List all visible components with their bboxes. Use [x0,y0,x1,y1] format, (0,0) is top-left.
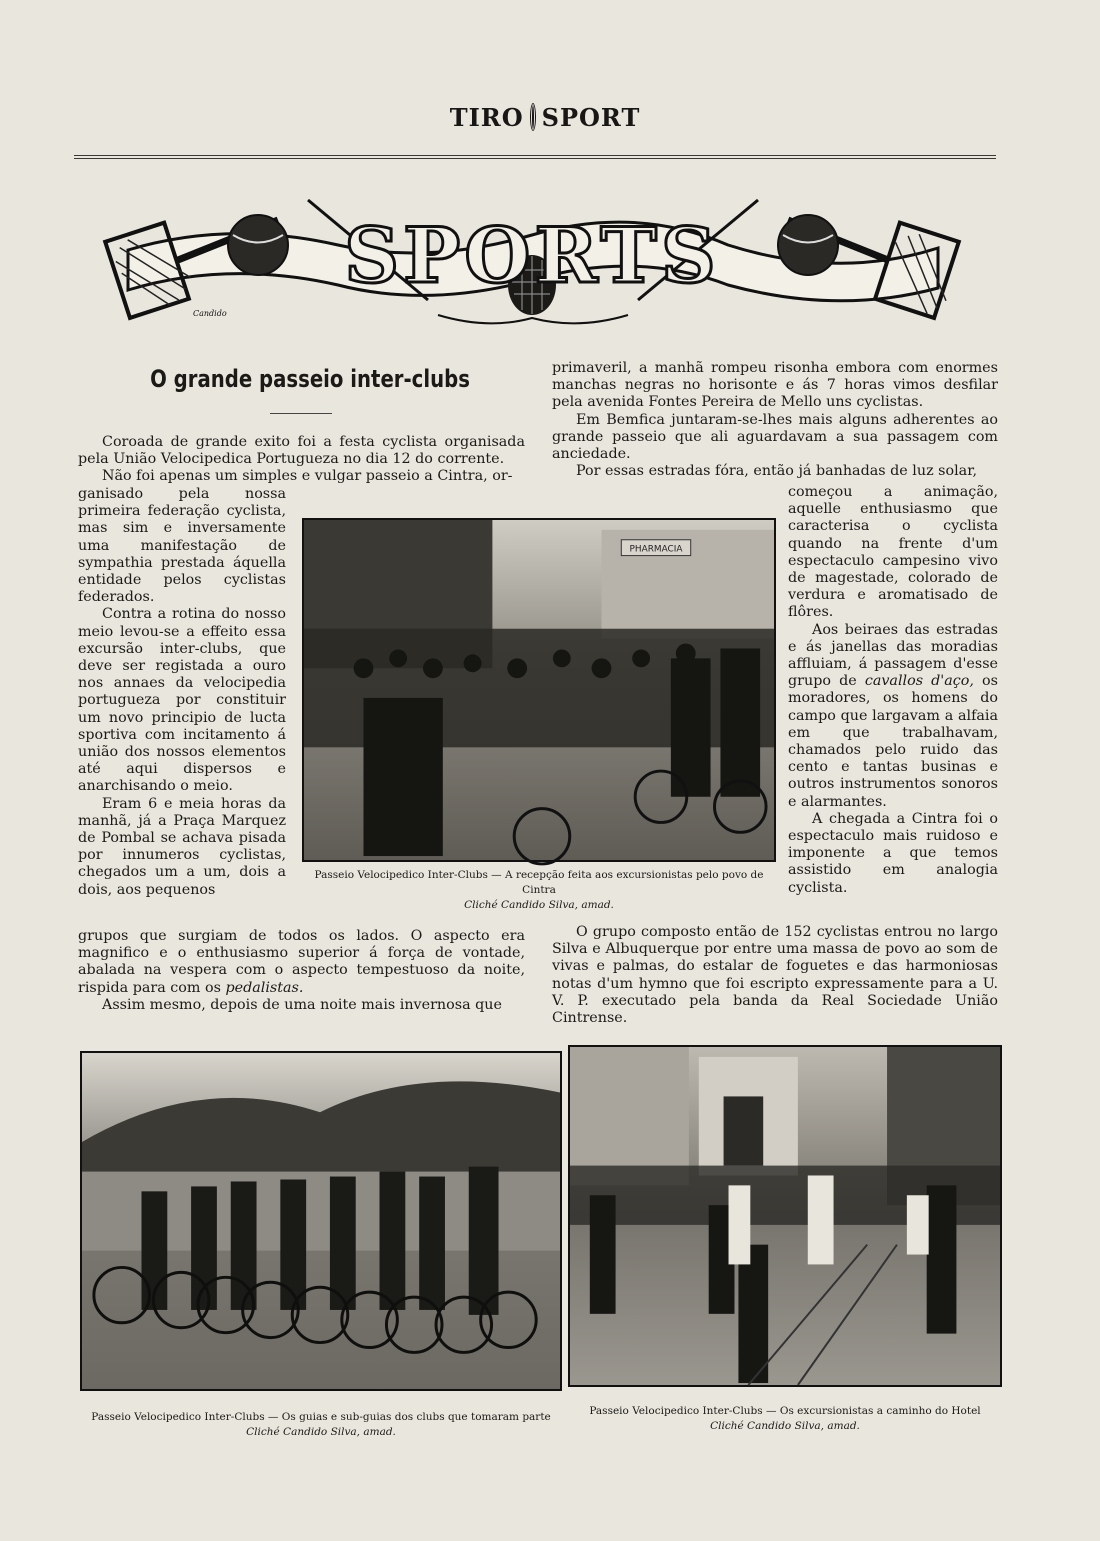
paragraph-3: Contra a rotina do nosso meio levou-se a effeito essa excursão inter-clubs, que deve ser registada a ouro nos annaes da velocipedia portugueza por constituir um novo principio de lucta sportiva com incitamento á união dos nossos elementos até aqui dispersos e anarchisando o meio. [78,606,286,795]
text-block-right-bottom [552,924,998,1027]
paragraph-1: Coroada de grande exito foi a festa cyclista organisada pela União Velocipedica Portugueza no dia 12 do corrente. [78,434,525,468]
paragraph-11: O grupo composto então de 152 cyclistas entrou no largo Silva e Albuquerque por entre uma massa de povo ao som de vivas e palmas, do estalar de foguetes e das harmoniosas notas d'um hymno que foi escripto expressamente para a U. V. P. executado pela banda da Real Sociedade União Cintrense. [552,924,998,1027]
caption-center-credit: Cliché Candido Silva, amad. [464,899,614,911]
right-ball-icon [778,215,838,275]
sports-banner [108,190,956,330]
left-ball-icon [228,215,288,275]
banner-word: SPORTS [344,211,720,300]
cavallos-daco-phrase: cavallos d'aço, [864,673,974,690]
masthead-right-word: SPORT [541,102,641,132]
paragraph-6: primaveril, a manhã rompeu risonha embora com enormes manchas negras no horisonte e ás 7 horas vimos desfilar pela avenida Fontes Pereira de Mello uns cyclistas. [552,360,998,411]
text-block-left-narrow [78,486,286,928]
caption-center-photo [302,868,776,913]
paragraph-8-cont: começou a animação, aquelle enthusiasmo que caracterisa o cyclista quando na frente d'um espectaculo campesino vivo de magestade, colorado de verdura e aromatisado de flôres. [788,484,998,621]
pedalistas-word: pedalistas. [225,979,304,996]
paragraph-8-start: Por essas estradas fóra, então já banhadas de luz solar, [576,463,977,480]
pharmacia-sign: PHARMACIA [629,544,683,555]
photo-guides-subguides [80,1051,562,1391]
caption-bottom-right [568,1404,1002,1434]
caption-bottom-left-credit: Cliché Candido Silva, amad. [246,1426,396,1438]
sports-banner-illustration [108,190,956,330]
paragraph-10: A chegada a Cintra foi o espectaculo mais ruidoso e imponente a que temos assistido em analogia cyclista. [788,810,998,896]
paragraph-5: Assim mesmo, depois de uma noite mais invernosa que [102,996,502,1013]
banner-signature: Candido [193,309,227,318]
photo-excursionists-hotel [568,1045,1002,1387]
text-block-right-top [552,360,998,485]
paragraph-2-cont: ganisado pela nossa primeira federação cyclista, mas sim e inversamente uma manifestação de sympathia prestada áquella entidade pelos cyclistas federados. [78,486,286,606]
article-title: O grande passeio inter-clubs [150,365,470,393]
target-icon [530,103,536,131]
photo-reception-scene [304,520,774,860]
paragraph-2-start: Não foi apenas um simples e vulgar passeio a Cintra, or- [102,468,513,485]
masthead-logo [449,98,641,136]
text-block-left-bottom [78,928,525,1020]
paragraph-4-cont: grupos que surgiam de todos os lados. O aspecto era magnifico e o enthusiasmo superior á força de vontade, abalada na vespera com o aspecto tempestuoso da noite, rispida para com os pedalistas. [78,928,525,996]
paragraph-7: Em Bemfica juntaram-se-lhes mais alguns adherentes ao grande passeio que ali aguardavam a sua passagem com anciedade. [552,411,998,463]
caption-center-text: Passeio Velocipedico Inter-Clubs — A recepção feita aos excursionistas pelo povo de Cintra [314,869,764,896]
caption-bottom-right-text: Passeio Velocipedico Inter-Clubs — Os excursionistas a caminho do Hotel [589,1405,981,1417]
paragraph-9: Aos beiraes das estradas e ás janellas das moradias affluiam, á passagem d'esse grupo de cavallos d'aço, os moradores, os homens do campo que largavam a alfaia em que trabalhavam, chamados pelo ruido das cento e tantas businas e outros instrumentos sonoros e alarmantes. [788,621,998,810]
caption-bottom-left-text: Passeio Velocipedico Inter-Clubs — Os guias e sub-guias dos clubs que tomaram parte [91,1411,551,1423]
title-rule [270,413,332,414]
caption-bottom-right-credit: Cliché Candido Silva, amad. [710,1420,860,1432]
text-block-right-narrow [788,484,998,924]
photo-hotel-scene [570,1047,1000,1385]
masthead-left-word: TIRO [449,102,524,132]
photo-guides-scene [82,1053,560,1389]
caption-bottom-left [80,1410,562,1440]
header-rule [74,155,996,159]
text-block-left-top [78,434,525,489]
paragraph-4-start: Eram 6 e meia horas da manhã, já a Praça Marquez de Pombal se achava pisada por innumeros cyclistas, chegados um a um, dois a dois, aos pequenos [78,795,286,898]
photo-reception-cintra [302,518,776,862]
